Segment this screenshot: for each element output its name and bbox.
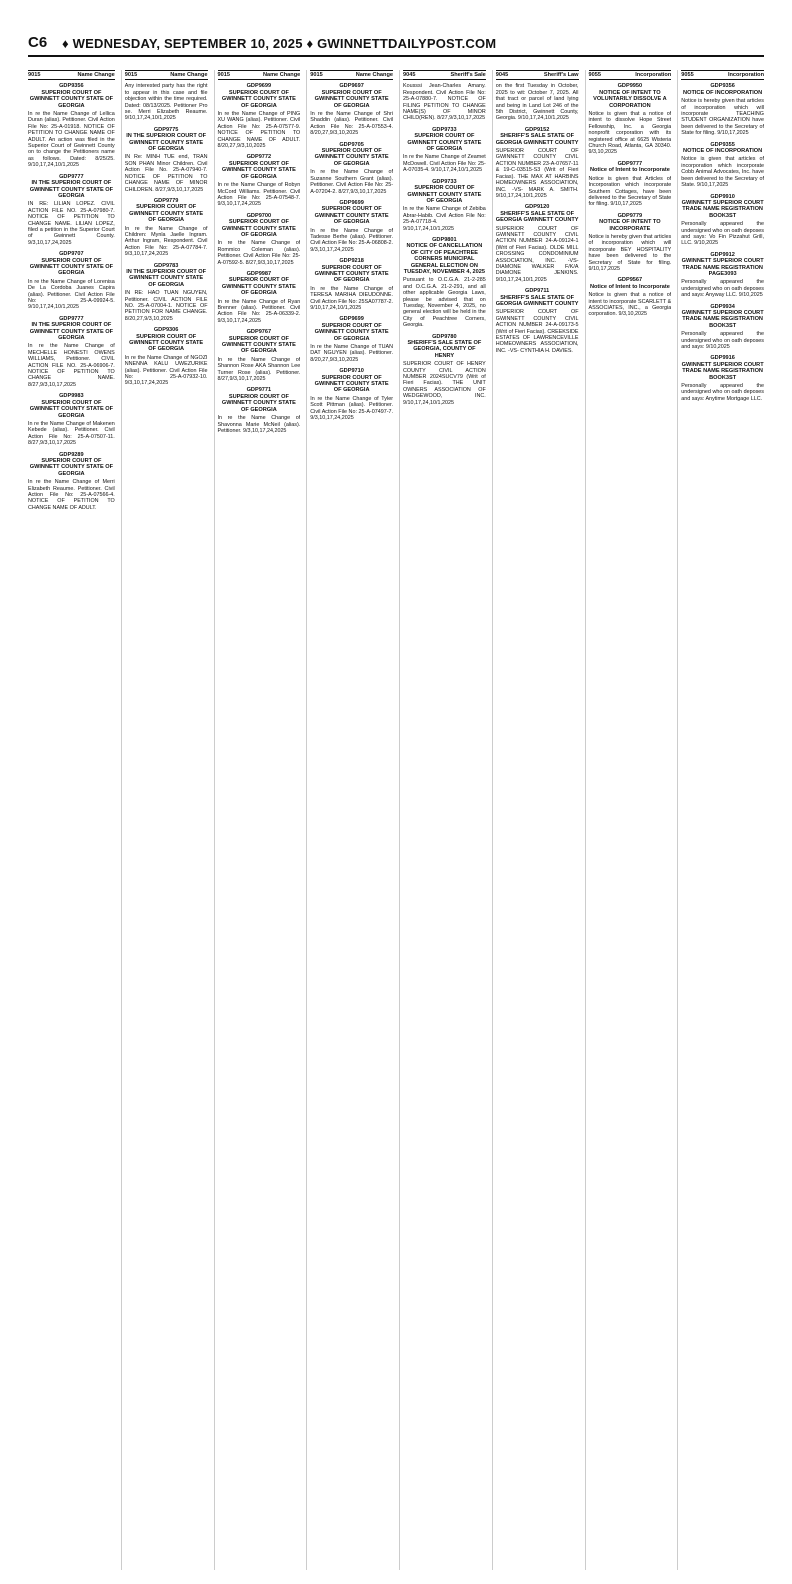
legal-notice (589, 161, 672, 208)
legal-notice (218, 213, 301, 266)
notice-column (214, 70, 301, 1570)
notice-id: GDP9355 (710, 141, 735, 148)
notice-id: GDP9710 (339, 368, 364, 375)
notice-body: IN RE: LILIAN LOPEZ. CIVIL ACTION FILE NO. 25-A-07980-7. NOTICE OF PETITION TO CHANGE NAME. LILIAN LOPEZ, filed a petition in the Superior Court of Gwinnett County. 9/3,10,17,24,2025 (28, 201, 115, 246)
notice-title: SUPERIOR COURT OF GWINNETT COUNTY STATE OF GEORGIA (29, 399, 114, 419)
notice-column (677, 70, 764, 1570)
legal-notice (310, 368, 393, 421)
notice-column (306, 70, 393, 1570)
notice-title: NOTICE OF INCORPORATION (683, 148, 763, 155)
category-number: 9015 (217, 72, 230, 78)
column-header (496, 70, 579, 80)
notice-title: GWINNETT SUPERIOR COURT TRADE NAME REGISTRATION PAGE3093 (681, 258, 764, 277)
notice-column (492, 70, 579, 1570)
category-label: Name Change (355, 72, 393, 78)
notice-body: Personally appeared the undersigned who on oath deposes and says: Vo Fin Pizzahut Grill, LLC. 9/10,2025 (681, 221, 764, 247)
notice-body: In re the Name Change of Merri Elizabeth Reaume. Petitioner. Civil Action File No: 25-A-07566-4. NOTICE OF PETITION TO CHANGE NAME OF ADULT. (28, 479, 115, 511)
notice-id: GDP9767 (246, 329, 272, 336)
category-number: 9055 (588, 72, 601, 78)
notice-title: SUPERIOR COURT OF GWINNETT COUNTY STATE OF GEORGIA (314, 264, 389, 284)
category-number: 9045 (403, 72, 416, 78)
legal-notice (681, 355, 764, 402)
notice-body: Any interested party has the right to appear in this case and file objection within the time required. Dated: 08/13/2025. Petitioner Pro se. Merri Elizabeth Reaume. 9/10,17,24,10/1,2025 (124, 83, 208, 122)
notice-body: In re the Name Change of Ryan Brenner (alias). Petitioner. Civil Action File No: 25-A-06339-2. 9/3,10,17,24,2025 (217, 298, 301, 324)
legal-notice (218, 154, 301, 207)
category-number: 9015 (124, 72, 138, 78)
notice-id: GDP9934 (710, 303, 735, 310)
notice-id: GDP9120 (524, 204, 550, 211)
legal-notice (28, 174, 115, 246)
notice-id: GDP9733 (432, 178, 457, 185)
notice-id: GDP9697 (339, 83, 364, 90)
notice-id: GDP9306 (153, 327, 179, 334)
notice-title: SUPERIOR COURT OF GWINNETT COUNTY STATE OF GEORGIA (314, 374, 389, 394)
notice-body: Notice is given that Articles of Incorporation which incorporate Southern Cottages, have been delivered to the Secretary of State for filing. 9/10,17,2025 (588, 175, 672, 208)
notice-id: GDP9699 (339, 316, 364, 323)
legal-notice (496, 127, 579, 199)
notice-body: on the first Tuesday in October, 2025 to wit: October 7, 2025. All that tract or parcel of land lying and being in Land Lot 246 of the 5th District, Gwinnett County, Georgia. 9/10,17,24,10/1,2025 (495, 83, 579, 122)
notice-body: In re the Name Change of Lorenisa De La Cordoba Juanes Capira (alias). Petitioner. Civil Action File No: 25-A-09924-5. 9/10,17,24,10/1,2025 (28, 278, 115, 311)
notice-title: SUPERIOR COURT OF GWINNETT COUNTY STATE OF GEORGIA (407, 185, 482, 204)
legal-notice (681, 194, 764, 247)
legal-notice (589, 213, 672, 273)
notice-id: GDP9780 (432, 333, 457, 340)
legal-notice (125, 263, 208, 323)
column-header (310, 70, 393, 80)
legal-notice (589, 83, 672, 155)
legal-notice (681, 252, 764, 299)
legal-notice (310, 316, 393, 363)
notice-title: IN THE SUPERIOR COURT OF GWINNETT COUNTY STATE OF GEORGIA (29, 180, 114, 199)
legal-notice (681, 83, 764, 136)
notice-id: GDP9775 (153, 126, 179, 133)
notice-body: Notice is given that a notice of intent to dissolve Hope Street Fellowship, Inc. a Georgia nonprofit corporation with its registered office at 6625 Wisteria Church Road, Atlanta, GA 30340. 9/3,10,2025 (588, 111, 672, 156)
notice-body: Notice is hereby given that articles of incorporation which will incorporate TEACHING STUDENT ORGANIZATION have been delivered to the Secretary of State for filing. 9/10,17,2025 (681, 98, 764, 137)
notice-id: GDP9733 (432, 126, 457, 133)
notice-id: GDP9777 (59, 315, 84, 322)
legal-notice (28, 316, 115, 388)
notice-title: Notice of Intent to Incorporate (589, 167, 670, 174)
legal-notice (310, 83, 393, 136)
notice-body: IN RE: HAO TUAN NGUYEN, Petitioner. CIVIL ACTION FILE NO. 25-A-07004-1. NOTICE OF PETITION FOR NAME CHANGE. 8/20,27,9/3,10,2025 (124, 290, 208, 322)
notice-body: In re the Name Change of Zebiba Abrar-Habib. Civil Action File No: 25-A-07718-4. 9/10,17,24,10/1,2025 (403, 206, 486, 232)
notice-id: GDP9707 (59, 251, 84, 258)
category-number: 9055 (681, 72, 694, 78)
legal-notice (125, 83, 208, 121)
notice-id: GDP9356 (710, 83, 735, 90)
notice-body: In re the Name Change of Shri Shaddin (alias). Petitioner. Civil Action File No: 25-A-07553-4. 8/20,27,9/3,10,2025 (310, 111, 393, 137)
category-label: Sheriff's Law (543, 72, 579, 78)
notice-title: NOTICE OF INTENT TO VOLUNTARILY DISSOLVE A CORPORATION (593, 89, 667, 109)
category-label: Name Change (77, 72, 115, 78)
notice-body: In re the Name Change of TUAN DAT NGUYEN (alias). Petitioner. 8/20,27,9/3,10,2025 (310, 344, 393, 363)
legal-notice (125, 198, 208, 258)
notice-id: GDP9289 (59, 451, 84, 458)
notice-body: In re the Name Change of Shannon Rose AKA Shannon Lee Turner Rose (alias). Petitioner. 8/27,9/3,10,17,2025 (217, 356, 301, 383)
notice-id: GDP9567 (617, 277, 643, 284)
notice-body: In re the Name Change of NGOZI NNENNA KALU UWEZURIKE (alias). Petitioner. Civil Action File No: 25-A-07932-10. 9/3,10,17,24,2025 (124, 354, 208, 387)
legal-notice (218, 387, 301, 434)
notice-title: SUPERIOR COURT OF GWINNETT COUNTY STATE OF GEORGIA (314, 322, 389, 342)
notice-id: GDP9912 (710, 251, 735, 258)
classified-columns (28, 70, 764, 1570)
category-label: Name Change (170, 72, 208, 78)
legal-notice (310, 200, 393, 253)
notice-body: In re the Name Change of MECHELLE HONESTI OWENS WILLIAMS, Petitioner. CIVIL ACTION FILE NO. 25-A-06906-7. NOTICE OF PETITION TO CHANGE NAME. 8/27,9/3,10,17,2025 (28, 343, 115, 388)
notice-title: SUPERIOR COURT OF GWINNETT COUNTY STATE OF GEORGIA (129, 204, 204, 224)
notice-title: SHERIFF'S SALE STATE OF GEORGIA GWINNETT COUNTY (495, 294, 579, 307)
legal-notice (218, 83, 301, 149)
notice-body: Notice is given that a notice of intent to incorporate SCARLETT & ASSOCIATES, INC., a Georgia corporation. 9/3,10,2025 (588, 292, 672, 318)
legal-notice (681, 304, 764, 351)
notice-id: GDP9983 (59, 393, 84, 400)
notice-title: SUPERIOR COURT OF GWINNETT COUNTY STATE OF GEORGIA (29, 257, 114, 277)
notice-body: In re the Name Change of TERESA MARIHA DIEUDONNE. Civil Action File No: 25SA07787-2. 9/10,17,24,10/1,2025 (310, 285, 393, 311)
notice-body: In re the Name Change of Suzanne Southern Grant (alias). Petitioner. Civil Action File No: 25-A-07204-2. 8/27,9/3,10,17,2025 (310, 169, 393, 195)
category-number: 9015 (28, 72, 41, 78)
notice-column (399, 70, 486, 1570)
header-rule (28, 55, 764, 57)
notice-id: GDP9218 (339, 258, 364, 265)
notice-body: In re the Name Change of Tyler Scott Pittman (alias). Petitioner. Civil Action File No: 25-A-07497-7. 9/3,10,17,24,2025 (310, 395, 393, 422)
legal-notice (125, 327, 208, 387)
notice-title: GWINNETT SUPERIOR COURT TRADE NAME REGISTRATION BOOK3ST (681, 310, 764, 329)
column-header (125, 70, 208, 80)
column-header (28, 70, 115, 80)
notice-column (28, 70, 115, 1570)
notice-title: IN THE SUPERIOR COURT OF GWINNETT COUNTY STATE OF GEORGIA (126, 133, 207, 153)
notice-id: GDP9771 (246, 387, 272, 394)
legal-notice (28, 393, 115, 446)
legal-notice (589, 277, 672, 317)
legal-notice (28, 452, 115, 512)
category-label: Sheriff's Sale (450, 72, 486, 78)
notice-body: Pursuant to O.C.G.A. 21-2-285 and O.C.G.A. 21-2-291, and all other applicable Georgia Laws, please be advised that on Tuesday, November 4, 2025, no general election will be held in the City of Peachtree Corners, Georgia. (403, 277, 486, 329)
category-number: 9045 (495, 72, 509, 78)
legal-notice (218, 329, 301, 382)
notice-title: SUPERIOR COURT OF GWINNETT COUNTY STATE OF GEORGIA (314, 206, 389, 226)
notice-id: GDP9356 (59, 83, 84, 90)
notice-title: SUPERIOR COURT OF GWINNETT COUNTY STATE OF GEORGIA (129, 333, 204, 353)
notice-title: GWINNETT SUPERIOR COURT TRADE NAME REGISTRATION BOOK3ST (681, 199, 764, 219)
notice-id: GDP9916 (710, 355, 735, 362)
notice-id: GDP9777 (59, 173, 84, 180)
notice-title: NOTICE OF INTENT TO INCORPORATE (599, 219, 661, 232)
notice-title: SUPERIOR COURT OF GWINNETT COUNTY STATE OF GEORGIA (221, 277, 296, 297)
notice-title: NOTICE OF CANCELLATION OF CITY OF PEACHTREE CORNERS MUNICIPAL GENERAL ELECTION ON TUESDAY, NOVEMBER 4, 2025 (403, 243, 485, 275)
notice-body: In re the Name Change of Rommico Coleman (alias). Petitioner. Civil Action File No: 25-A-07592-5. 8/27,9/3,10,17,2025 (217, 240, 301, 266)
notice-id: GDP9700 (246, 212, 272, 219)
legal-notice (403, 127, 486, 174)
column-header (681, 70, 764, 80)
notice-title: SUPERIOR COURT OF GWINNETT COUNTY STATE OF GEORGIA (314, 148, 389, 167)
legal-notice (403, 334, 486, 406)
notice-title: SUPERIOR COURT OF GWINNETT COUNTY STATE OF GEORGIA (221, 335, 296, 355)
notice-body: In re the Name Change of Zeamet McDowell. Civil Action File No: 25-A-07035-4. 9/10,17,24,10/1,2025 (403, 154, 486, 174)
column-header (403, 70, 486, 80)
notice-body: Personally appeared the undersigned who on oath deposes and says: 9/10,2025 (681, 331, 764, 351)
notice-id: GDP9152 (524, 126, 550, 133)
notice-body: SUPERIOR COURT OF GWINNETT COUNTY CIVIL ACTION NUMBER 24-A-09173-5 (Writ of Fieri Facias). CREEKSIDE ESTATES OF LAWRENCEVILLE HOMEOWNERS ASSOCIATION, INC. -VS- CYNTHIA H. DAVIES. (495, 309, 579, 354)
column-header (589, 70, 672, 80)
page-header (0, 0, 792, 58)
notice-column (585, 70, 672, 1570)
notice-title: SUPERIOR COURT OF GWINNETT COUNTY STATE OF GEORGIA (29, 89, 114, 109)
notice-title: SUPERIOR COURT OF GWINNETT COUNTY STATE OF GEORGIA (407, 133, 482, 153)
notice-column (121, 70, 208, 1570)
notice-title: GWINNETT SUPERIOR COURT TRADE NAME REGISTRATION BOOK3ST (681, 361, 764, 381)
notice-id: GDP9801 (432, 236, 457, 243)
notice-body: Notice is given that articles of incorporation which incorporate Cobb Animal Advocates, Inc. have been delivered to the Secretary of State. 9/10,17,2025 (681, 156, 764, 189)
notice-body: Kousssi Jean-Charles Amany. Respondent. Civil Action File No: 25-A-07880-7. NOTICE OF FILING PETITION TO CHANGE NAME(S) OF MINOR CHILD(REN). 8/27,9/3,10,17,2025 (403, 83, 486, 122)
legal-notice (403, 179, 486, 232)
notice-title: SHERIFF'S SALE STATE OF GEORGIA GWINNETT COUNTY (495, 133, 579, 146)
notice-id: GDP9711 (524, 288, 550, 295)
category-number: 9015 (310, 72, 323, 78)
legal-notice (125, 127, 208, 193)
notice-id: GDP9950 (617, 83, 643, 90)
notice-title: SUPERIOR COURT OF GWINNETT COUNTY STATE OF GEORGIA (221, 219, 296, 238)
notice-title: SUPERIOR COURT OF GWINNETT COUNTY STATE OF GEORGIA (314, 89, 389, 109)
notice-body: SUPERIOR COURT OF GWINNETT COUNTY CIVIL ACTION NUMBER 24-A-09124-1 (Writ of Fieri Facias). OLDE MILL CROSSING CONDOMINIUM ASSOCIATION, INC. -VS- DIAMONE WALKER F/K/A DIAMONE JENKINS. 9/10,17,24,10/1,2025 (495, 225, 579, 283)
notice-body: In re the Name Change of Lellica Duran (alias). Petitioner. Civil Action File No: 25-A-01918. NOTICE OF PETITION TO CHANGE NAME OF ADULT. An action was filed in the Superior Court of Gwinnett County on to change the Petitioners name as follows. Dated: 8/25/25. 9/10,17,24,10/1,2025 (28, 111, 115, 169)
legal-notice (496, 288, 579, 354)
notice-title: SUPERIOR COURT OF GWINNETT COUNTY STATE OF GEORGIA (29, 457, 114, 477)
notice-id: GDP9783 (153, 262, 179, 269)
legal-notice (403, 83, 486, 121)
section-tag: C6 (28, 34, 48, 51)
notice-id: GDP9987 (246, 270, 272, 277)
notice-id: GDP9705 (339, 141, 364, 148)
notice-body: In re the Name Change of Children: Mynla Jaelle Ingram. Arthur Ingram, Respondent. Civil Action File No: 25-A-07784-7. 9/3,10,17,24,2025 (124, 225, 208, 258)
notice-body: In re the Name Change of Shavonna Marie McNeil (alias). Petitioner. 9/3,10,17,24,2025 (217, 415, 301, 434)
category-label: Incorporation (727, 72, 764, 78)
category-label: Name Change (262, 72, 301, 78)
notice-title: IN THE SUPERIOR COURT OF GWINNETT COUNTY STATE OF GEORGIA (29, 322, 114, 342)
notice-body: SUPERIOR COURT OF HENRY COUNTY CIVIL ACTION NUMBER 2024SUCV79 (Writ of Fieri Facias). THE UNIT OWNERS ASSOCIATION OF WEDGEWOOD, INC. 9/10,17,24,10/1,2025 (403, 361, 486, 406)
notice-body: Personally appeared the undersigned who on oath deposes and says: Anyway LLC. 9/10,2025 (681, 279, 764, 299)
notice-body: In re the Name Change of Robyn McCord Williams. Petitioner. Civil Action File No: 25-A-07548-7. 9/3,10,17,24,2025 (217, 182, 301, 208)
legal-notice (310, 142, 393, 195)
notice-body: In re the Name Change of Tadesse Berhe (alias). Petitioner. Civil Action File No: 25-A-06808-2. 9/3,10,17,24,2025 (310, 227, 393, 253)
notice-body: In re the Name Change of PING XU WANG (alias). Petitioner. Civil Action File No: 25-A-07577-9. NOTICE OF PETITION TO CHANGE NAME OF ADULT. 8/20,27,9/3,10,2025 (217, 111, 301, 150)
notice-title: IN THE SUPERIOR COURT OF GWINNETT COUNTY STATE OF GEORGIA (126, 268, 207, 288)
date-and-site: ♦ WEDNESDAY, SEPTEMBER 10, 2025 ♦ GWINNETTDAILYPOST.COM (62, 36, 497, 51)
legal-notice (28, 83, 115, 168)
legal-notice (681, 142, 764, 189)
notice-title: SUPERIOR COURT OF GWINNETT COUNTY STATE OF GEORGIA (221, 393, 296, 413)
notice-id: GDP9779 (617, 212, 643, 219)
column-header (218, 70, 301, 80)
notice-id: GDP9699 (339, 199, 364, 206)
notice-title: SUPERIOR COURT OF GWINNETT COUNTY STATE OF GEORGIA (221, 89, 296, 109)
legal-notice (28, 251, 115, 311)
category-label: Incorporation (635, 72, 672, 78)
notice-title: NOTICE OF INCORPORATION (683, 89, 763, 96)
notice-id: GDP9699 (246, 83, 272, 90)
notice-id: GDP9777 (617, 160, 643, 167)
notice-id: GDP9772 (246, 154, 272, 161)
legal-notice (403, 237, 486, 329)
notice-body: Personally appeared the undersigned who on oath deposes and says: Anytime Mortgage LLC. (681, 383, 764, 402)
notice-body: In re the Name Change of Makenen Kebede (alias). Petitioner. Civil Action File No: 25-A-07507-11. 8/27,9/3,10,17,2025 (28, 420, 115, 447)
notice-title: SUPERIOR COURT OF GWINNETT COUNTY STATE OF GEORGIA (221, 160, 296, 180)
notice-id: GDP9779 (153, 197, 179, 204)
notice-title: SHERIFF'S SALE STATE OF GEORGIA GWINNETT COUNTY (495, 210, 579, 224)
legal-notice (496, 83, 579, 121)
legal-notice (310, 258, 393, 311)
notice-body: SUPERIOR COURT OF GWINNETT COUNTY CIVIL ACTION NUMBER 23-A-07657-11 & 19-C-03515-S3 (Writ of Fieri Facias). THE MAX AT HARBINS HOMEOWNERS ASSOCIATION, INC. -VS- MARK A. SMITH. 9/10,17,24,10/1,2025 (495, 148, 579, 199)
legal-notice (218, 271, 301, 324)
legal-notice (496, 204, 579, 283)
notice-body: Notice is hereby given that articles of incorporation which will incorporate BEY HOSPITALITY have been delivered to the Secretary of State for filing. 9/10,17,2025 (588, 233, 672, 272)
notice-title: SHERIFF'S SALE STATE OF GEORGIA, COUNTY OF HENRY (407, 340, 482, 359)
notice-title: Notice of Intent to Incorporate (589, 283, 670, 290)
notice-body: IN Re: MINH TUE end, TRAN SON PHAN Minor Children. Civil Action File No. 25-A-07940-7. NOTICE OF PETITION TO CHANGE NAME OF MINOR CHILDREN. 8/27,9/3,10,17,2025 (124, 154, 208, 193)
notice-id: GDP9910 (710, 193, 735, 200)
